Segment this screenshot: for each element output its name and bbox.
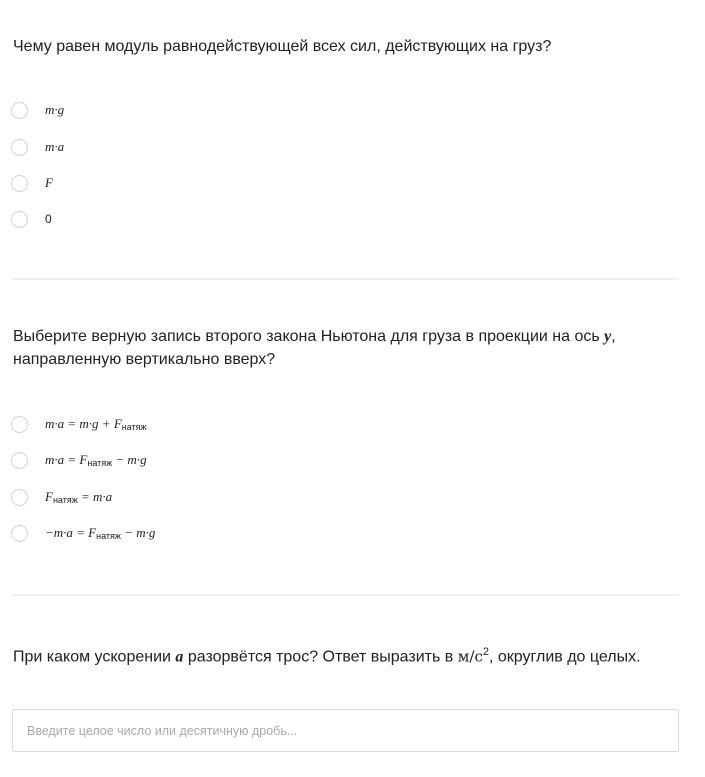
subscript-tension: натяж — [121, 422, 147, 432]
q1-option-3-label: F — [45, 175, 53, 190]
q2-option-4[interactable] — [11, 523, 155, 543]
formula-part: − m·g — [120, 525, 156, 540]
q1-option-1[interactable] — [11, 100, 64, 120]
q2-option-1-label — [45, 416, 147, 432]
radio-button[interactable] — [11, 175, 28, 192]
formula-part: = m·a — [77, 489, 113, 504]
section-divider — [12, 594, 679, 596]
radio-button[interactable] — [11, 211, 28, 228]
q1-option-4[interactable] — [11, 209, 52, 229]
question-3-text-end: , округлив до целых. — [488, 648, 641, 666]
radio-button[interactable] — [11, 416, 28, 433]
q1-option-4-label: 0 — [45, 212, 52, 226]
q2-option-1[interactable] — [11, 414, 147, 434]
q1-option-1-label: m·g — [45, 102, 65, 117]
question-3-text-middle: разорвётся трос? Ответ выразить в — [183, 648, 458, 666]
question-3-text — [13, 641, 673, 668]
axis-symbol: y — [604, 328, 612, 345]
q2-option-3-label — [45, 489, 112, 505]
question-2-text — [13, 325, 673, 371]
question-2-text-end: , направленную вертикально вверх? — [13, 328, 616, 368]
q1-option-3[interactable] — [11, 173, 53, 193]
q2-option-2[interactable] — [11, 450, 147, 470]
question-1-text — [13, 35, 673, 58]
formula-part: − m·g — [112, 452, 147, 467]
acceleration-symbol: a — [175, 648, 184, 666]
answer-input[interactable] — [12, 709, 679, 752]
radio-button[interactable] — [11, 489, 28, 506]
unit-power: 2 — [482, 646, 489, 658]
question-3-text-start: При каком ускорении — [13, 648, 176, 666]
radio-button[interactable] — [11, 102, 28, 119]
question-2-text-start: Выберите верную запись второго закона Ньютона для груза в проекции на ось — [13, 328, 605, 345]
formula-part: F — [45, 489, 53, 504]
radio-button[interactable] — [11, 525, 28, 542]
formula-part: m·a = m·g + F — [45, 416, 122, 431]
question-1-label: Чему равен модуль равнодействующей всех сил, действующих на груз? — [13, 38, 552, 55]
q1-option-2[interactable] — [11, 137, 64, 157]
formula-part: m·a = F — [45, 452, 88, 467]
formula-part: −m·a = F — [45, 525, 97, 540]
section-divider — [12, 278, 679, 280]
unit-label: м/с — [457, 647, 483, 666]
subscript-tension: натяж — [96, 531, 121, 541]
q2-option-3[interactable] — [11, 487, 112, 507]
q2-option-2-label — [45, 452, 147, 468]
radio-button[interactable] — [11, 139, 28, 156]
q2-option-4-label — [45, 525, 155, 541]
q1-option-2-label: m·a — [45, 139, 65, 154]
radio-button[interactable] — [11, 452, 28, 469]
subscript-tension: натяж — [52, 495, 78, 505]
subscript-tension: натяж — [87, 458, 113, 468]
